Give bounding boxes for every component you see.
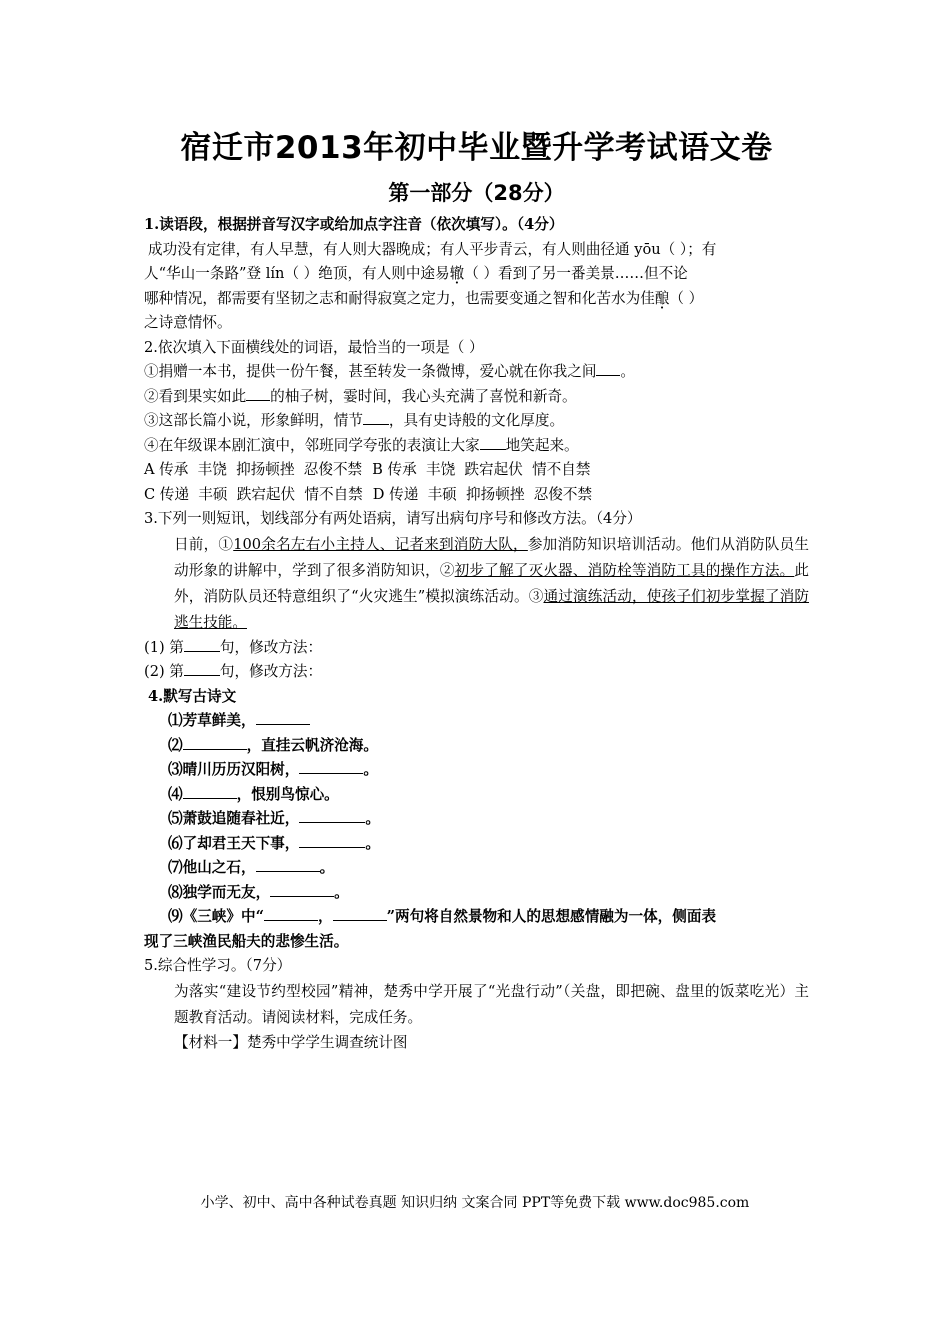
answer-blank[interactable] [299, 807, 365, 823]
page-footer: 小学、初中、高中各种试卷真题 知识归纳 文案合同 PPT等免费下载 www.doc985.com [200, 1195, 750, 1211]
underlined-sentence: 初步了解了灭火器、消防栓等消防工具的操作方法。 [454, 561, 795, 579]
question-1-line: 之诗意情怀。 [144, 314, 232, 331]
material-label: 【材料一】楚秀中学学生调查统计图 [174, 1033, 408, 1051]
question-5-text: 为落实“建设节约型校园”精神，楚秀中学开展了“光盘行动”（关盘，即把碗、盘里的饭菜吃光）主题教育活动。请阅读材料，完成任务。 [174, 982, 809, 1026]
question-2-item: ③这部长篇小说，形象鲜明，情节 ，具有史诗般的文化厚度。 [144, 409, 809, 434]
answer-blank[interactable] [480, 434, 506, 450]
question-4-prompt: 4.默写古诗文 [148, 687, 237, 705]
question-3-passage: 日前，①100余名左右小主持人、记者来到消防大队，参加消防知识培训活动。他们从消防队员生动形象的讲解中，学到了很多消防知识，②初步了解了灭火器、消防栓等消防工具的操作方法。此外，消防队员还特意组织了“火灾逃生”模拟演练活动。③通过演练活动，使孩子们初步掌握了消防逃生技能。 [174, 535, 809, 631]
answer-blank[interactable] [299, 758, 363, 774]
question-1-line: 成功没有定律，有人早慧，有人则大器晚成；有人平步青云，有人则曲径通 yōu（ ）；有 [148, 240, 717, 258]
poem-line: ⑺他山之石， 。 [144, 856, 809, 881]
question-2-options: A 传承 丰饶 抑扬顿挫 忍俊不禁 B 传承 丰饶 跌宕起伏 情不自禁 [144, 461, 591, 478]
question-3-answer: (2) 第 句，修改方法： [144, 660, 809, 685]
answer-blank[interactable] [264, 905, 318, 921]
answer-blank[interactable] [184, 636, 220, 652]
question-2-item: ②看到果实如此 的柚子树，霎时间，我心头充满了喜悦和新奇。 [144, 385, 809, 410]
answer-blank[interactable] [596, 360, 620, 376]
underlined-sentence: 通过演练活动，使孩子们初步掌握了消防逃生技能。 [174, 587, 809, 631]
answer-blank[interactable] [183, 734, 247, 750]
poem-line: ⑼《三峡》中“ ， ”两句将自然景物和人的思想感情融为一体，侧面表 [144, 905, 809, 930]
dotted-char: 酿 [654, 289, 670, 307]
exam-body [144, 213, 809, 1055]
question-2-prompt: 2.依次填入下面横线处的词语，最恰当的一项是（ ） [144, 338, 484, 356]
question-3-answer: (1) 第 句，修改方法： [144, 636, 809, 661]
question-1-prompt: 1.读语段，根据拼音写汉字或给加点字注音（依次填写）。（4分） [144, 216, 564, 233]
answer-blank[interactable] [183, 783, 237, 799]
section-subtitle: 第一部分（28分） [388, 181, 565, 205]
question-1-line: 人“华山一条路”登 lín（ ）绝顶，有人则中途易辙（ ）看到了另一番美景……但不论 [144, 265, 688, 282]
question-3-prompt: 3.下列一则短讯，划线部分有两处语病，请写出病句序号和修改方法。（4分） [144, 510, 642, 527]
poem-line: ⑶晴川历历汉阳树， 。 [144, 758, 809, 783]
question-1-line: 哪种情况，都需要有坚韧之志和耐得寂寞之定力，也需要变通之智和化苦水为佳酿（ ） [144, 289, 704, 307]
answer-blank[interactable] [299, 832, 365, 848]
answer-blank[interactable] [270, 881, 334, 897]
question-2-item: ①捐赠一本书，提供一份午餐，甚至转发一条微博，爱心就在你我之间 。 [144, 360, 809, 385]
question-2-item: ④在年级课本剧汇演中，邻班同学夸张的表演让大家 地笑起来。 [144, 434, 809, 459]
poem-line: ⑸萧鼓追随春社近， 。 [144, 807, 809, 832]
poem-line: ⑷ ，恨别鸟惊心。 [144, 783, 809, 808]
question-5-prompt: 5.综合性学习。（7分） [144, 957, 292, 974]
question-2-options: C 传递 丰硕 跌宕起伏 情不自禁 D 传递 丰硕 抑扬顿挫 忍俊不禁 [144, 485, 593, 503]
poem-line: 现了三峡渔民船夫的悲惨生活。 [144, 932, 349, 950]
answer-blank[interactable] [246, 385, 270, 401]
poem-line: ⑵ ，直挂云帆济沧海。 [144, 734, 809, 759]
answer-blank[interactable] [256, 709, 310, 725]
answer-blank[interactable] [256, 856, 320, 872]
poem-line: ⑹了却君王天下事， 。 [144, 832, 809, 857]
answer-blank[interactable] [184, 660, 220, 676]
poem-line: ⑻独学而无友， 。 [144, 881, 809, 906]
poem-line: ⑴芳草鲜美， [144, 709, 809, 734]
dotted-char: 辙 [449, 265, 465, 282]
answer-blank[interactable] [363, 409, 389, 425]
page-title: 宿迁市2013年初中毕业暨升学考试语文卷 [180, 130, 773, 166]
answer-blank[interactable] [333, 905, 387, 921]
underlined-sentence: 100余名左右小主持人、记者来到消防大队， [233, 535, 528, 553]
